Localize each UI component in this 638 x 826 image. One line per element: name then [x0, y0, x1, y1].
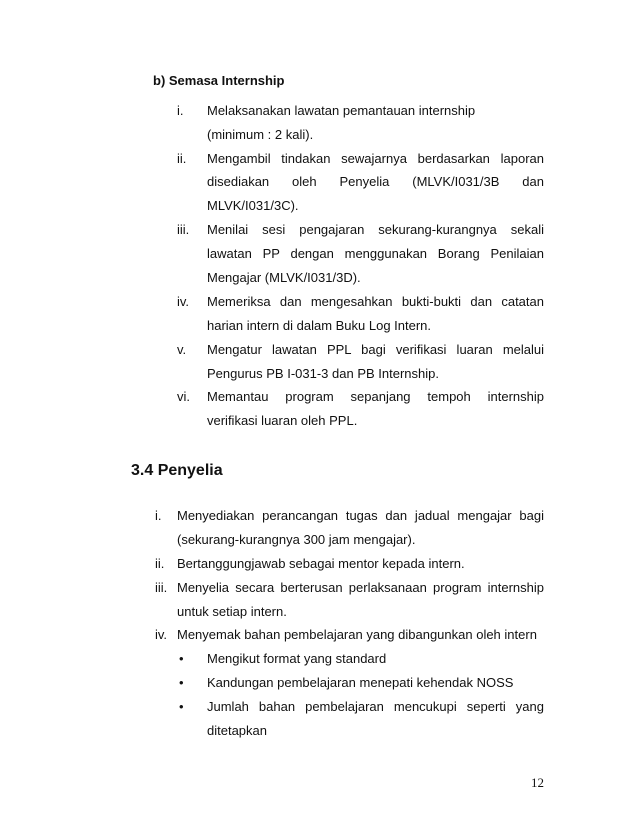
section-b-item-line: lawatan PP dengan menggunakan Borang Penilaian	[207, 246, 544, 261]
section-b-title: b) Semasa Internship	[153, 73, 285, 88]
section-b-item-line: Mengatur lawatan PPL bagi verifikasi luaran melalui	[207, 342, 544, 357]
bullet-item-line: Kandungan pembelajaran menepati kehendak NOSS	[207, 675, 514, 690]
section-b-item-line: Pengurus PB I-031-3 dan PB Internship.	[207, 366, 439, 381]
section-34-item-numeral: iv.	[155, 627, 168, 642]
section-34-item-numeral: iii.	[155, 580, 168, 595]
section-b-item-line: verifikasi luaran oleh PPL.	[207, 413, 358, 428]
section-b-item-line: MLVK/I031/3C).	[207, 198, 299, 213]
section-b-item-numeral: ii.	[177, 151, 187, 166]
section-34-item-numeral: ii.	[155, 556, 165, 571]
section-b-item-line: Melaksanakan lawatan pemantauan internship	[207, 103, 476, 118]
section-34-item-line: untuk setiap intern.	[177, 604, 287, 619]
bullet-marker: •	[179, 699, 184, 714]
section-b-item-line: disediakan oleh Penyelia (MLVK/I031/3B dan	[207, 174, 544, 189]
section-heading: 3.4 Penyelia	[131, 462, 223, 479]
section-34-item-numeral: i.	[155, 508, 162, 523]
section-34-item-line: Bertanggungjawab sebagai mentor kepada intern.	[177, 556, 465, 571]
section-34-item-line: Menyemak bahan pembelajaran yang dibangunkan oleh intern	[177, 627, 537, 642]
section-b-item-line: harian intern di dalam Buku Log Intern.	[207, 318, 432, 333]
section-b-item-line: Mengambil tindakan sewajarnya berdasarkan laporan	[207, 151, 544, 166]
section-b-item-numeral: v.	[177, 342, 187, 357]
page-number: 12	[531, 775, 544, 790]
section-b-item-numeral: iv.	[177, 294, 190, 309]
bullet-item-line: Mengikut format yang standard	[207, 651, 387, 666]
section-34-item-line: (sekurang-kurangnya 300 jam mengajar).	[177, 532, 416, 547]
bullet-item-line: ditetapkan	[207, 723, 267, 738]
section-b-item-numeral: vi.	[177, 389, 190, 404]
section-b-item-line: Memeriksa dan mengesahkan bukti-bukti dan catatan	[207, 294, 544, 309]
section-b-item-line: Memantau program sepanjang tempoh internship	[207, 389, 544, 404]
section-b-item-numeral: i.	[177, 103, 184, 118]
section-b-item-line: (minimum : 2 kali).	[207, 127, 314, 142]
bullet-marker: •	[179, 651, 184, 666]
section-b-item-line: Menilai sesi pengajaran sekurang-kurangnya sekali	[207, 222, 544, 237]
section-34-item-line: Menyelia secara berterusan perlaksanaan program internship	[177, 580, 544, 595]
bullet-item-line: Jumlah bahan pembelajaran mencukupi seperti yang	[207, 699, 544, 714]
section-34-item-line: Menyediakan perancangan tugas dan jadual mengajar bagi	[177, 508, 544, 523]
section-b-item-numeral: iii.	[177, 222, 190, 237]
section-b-item-line: Mengajar (MLVK/I031/3D).	[207, 270, 361, 285]
bullet-marker: •	[179, 675, 184, 690]
